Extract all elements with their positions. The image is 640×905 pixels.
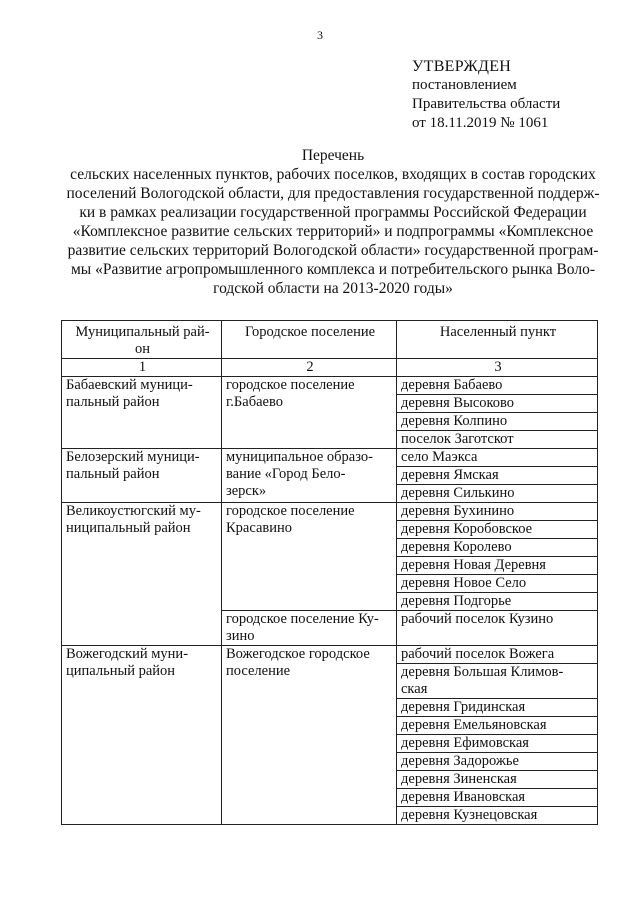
header-district: Муниципальный рай- он bbox=[62, 321, 222, 359]
locality-cell: деревня Ивановская bbox=[397, 789, 598, 807]
title-line: ки в рамках реализации государственной программы Российской Федерации bbox=[79, 204, 587, 221]
header-settlement: Городское поселение bbox=[222, 321, 397, 359]
title-line: развитие сельских территорий Вологодской области» государственной програм- bbox=[67, 242, 599, 259]
settlement-cell: городское поселение г.Бабаево bbox=[222, 377, 397, 449]
locality-cell: поселок Заготскот bbox=[397, 431, 598, 449]
locality-cell: деревня Королево bbox=[397, 539, 598, 557]
settlements-table bbox=[61, 320, 598, 825]
locality-cell: деревня Ямская bbox=[397, 467, 598, 485]
table-body bbox=[62, 377, 598, 825]
locality-cell: деревня Силькино bbox=[397, 485, 598, 503]
document-title bbox=[48, 146, 618, 298]
column-number: 2 bbox=[222, 359, 397, 377]
approval-heading: УТВЕРЖДЕН bbox=[412, 58, 512, 75]
column-number-row bbox=[62, 359, 598, 377]
district-cell: Бабаевский муници- пальный район bbox=[62, 377, 222, 449]
locality-cell: деревня Ефимовская bbox=[397, 735, 598, 753]
locality-cell: деревня Кузнецовская bbox=[397, 807, 598, 825]
locality-cell: деревня Подгорье bbox=[397, 593, 598, 611]
title-line: годской области на 2013-2020 годы» bbox=[213, 280, 453, 297]
settlement-cell: муниципальное образо- вание «Город Бело- зерск» bbox=[222, 449, 397, 503]
locality-cell: деревня Большая Климов- ская bbox=[397, 664, 598, 699]
title-line: мы «Развитие агропромышленного комплекса и потребительского рынка Воло- bbox=[71, 261, 595, 278]
table-row bbox=[62, 646, 598, 664]
table-row bbox=[62, 449, 598, 467]
district-cell: Великоустюгский му- ниципальный район bbox=[62, 503, 222, 646]
locality-cell: деревня Бабаево bbox=[397, 377, 598, 395]
locality-cell: деревня Высоково bbox=[397, 395, 598, 413]
approval-line: от 18.11.2019 № 1061 bbox=[412, 115, 549, 131]
locality-cell: деревня Зиненская bbox=[397, 771, 598, 789]
approval-line: Правительства области bbox=[412, 96, 561, 112]
settlement-cell: городское поселение Красавино bbox=[222, 503, 397, 611]
locality-cell: деревня Бухинино bbox=[397, 503, 598, 521]
locality-cell: рабочий поселок Вожега bbox=[397, 646, 598, 664]
locality-cell: деревня Коробовское bbox=[397, 521, 598, 539]
locality-cell: деревня Задорожье bbox=[397, 753, 598, 771]
column-number: 3 bbox=[397, 359, 598, 377]
table-row bbox=[62, 377, 598, 395]
title-line: «Комплексное развитие сельских территорий» и подпрограммы «Комплексное bbox=[72, 223, 594, 240]
settlement-cell: городское поселение Ку- зино bbox=[222, 611, 397, 646]
locality-cell: деревня Гридинская bbox=[397, 699, 598, 717]
district-cell: Вожегодский муни- ципальный район bbox=[62, 646, 222, 825]
district-cell: Белозерский муници- пальный район bbox=[62, 449, 222, 503]
locality-cell: деревня Емельяновская bbox=[397, 717, 598, 735]
table-row bbox=[62, 503, 598, 521]
title-heading: Перечень bbox=[301, 147, 365, 164]
locality-cell: деревня Новое Село bbox=[397, 575, 598, 593]
header-locality: Населенный пункт bbox=[397, 321, 598, 359]
locality-cell: деревня Колпино bbox=[397, 413, 598, 431]
approval-stamp bbox=[412, 57, 560, 133]
title-line: поселений Вологодской области, для предоставления государственной поддерж- bbox=[66, 185, 600, 202]
locality-cell: рабочий поселок Кузино bbox=[397, 611, 598, 646]
locality-cell: деревня Новая Деревня bbox=[397, 557, 598, 575]
settlement-cell: Вожегодское городское поселение bbox=[222, 646, 397, 825]
column-number: 1 bbox=[62, 359, 222, 377]
header-row bbox=[62, 321, 598, 359]
title-line: сельских населенных пунктов, рабочих поселков, входящих в состав городских bbox=[70, 166, 596, 183]
page-number: 3 bbox=[317, 28, 323, 42]
locality-cell: село Маэкса bbox=[397, 449, 598, 467]
approval-line: постановлением bbox=[412, 77, 517, 93]
